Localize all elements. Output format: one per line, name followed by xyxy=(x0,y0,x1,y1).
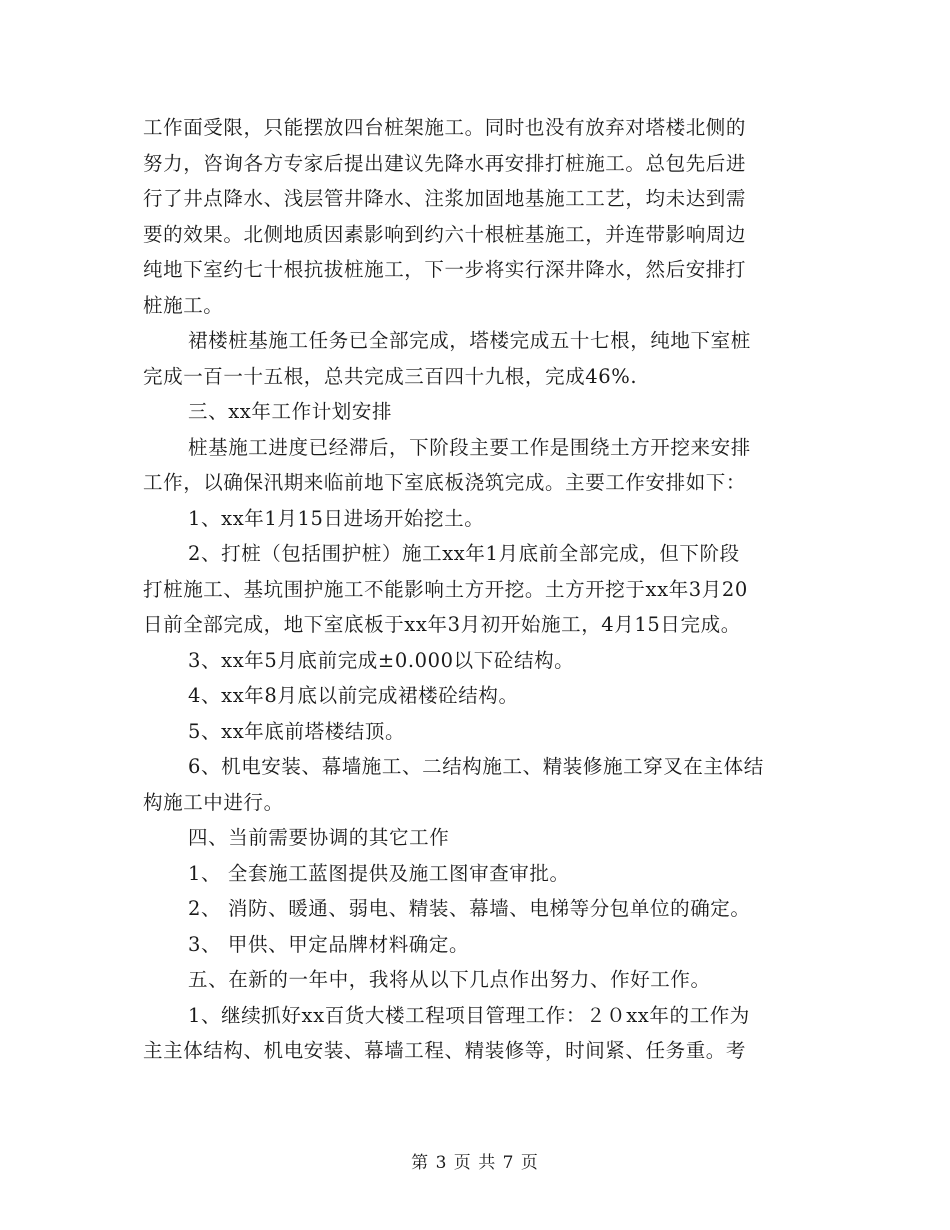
document-body xyxy=(143,110,815,1069)
paragraph-line: 行了井点降水、浅层管井降水、注浆加固地基施工工艺，均未达到需 xyxy=(143,187,747,210)
paragraph-first-line: 2、打桩（包括围护桩）施工xx年1月底前全部完成，但下阶段 xyxy=(188,542,740,565)
paragraph-first-line: 6、机电安装、幕墙施工、二结构施工、精装修施工穿叉在主体结 xyxy=(188,755,764,778)
paragraph-line: 桩施工。 xyxy=(143,293,224,317)
paragraph-first-line: 1、 全套施工蓝图提供及施工图审查审批。 xyxy=(188,861,570,885)
paragraph-first-line: 四、当前需要协调的其它工作 xyxy=(188,826,450,849)
paragraph-line: 工作，以确保汛期来临前地下室底板浇筑完成。主要工作安排如下： xyxy=(143,471,747,494)
paragraph-line: 纯地下室约七十根抗拔桩施工，下一步将实行深井降水，然后安排打 xyxy=(143,258,747,281)
paragraph-first-line: 1、继续抓好xx百货大楼工程项目管理工作：２０xx年的工作为 xyxy=(188,1003,750,1027)
paragraph-first-line: 3、xx年5月底前完成±0.000以下砼结构。 xyxy=(188,648,575,672)
paragraph-first-line: 桩基施工进度已经滞后，下阶段主要工作是围绕土方开挖来安排 xyxy=(188,435,751,459)
paragraph-first-line: 3、 甲供、甲定品牌材料确定。 xyxy=(188,932,470,956)
paragraph-first-line: 五、在新的一年中，我将从以下几点作出努力、作好工作。 xyxy=(188,968,711,991)
paragraph-line: 要的效果。北侧地质因素影响到约六十根桩基施工，并连带影响周边 xyxy=(143,222,747,246)
paragraph-line: 打桩施工、基坑围护施工不能影响土方开挖。土方开挖于xx年3月20 xyxy=(143,577,748,601)
paragraph-line: 日前全部完成，地下室底板于xx年3月初开始施工，4月15日完成。 xyxy=(143,613,741,636)
paragraph-line: 完成一百一十五根，总共完成三百四十九根，完成46%. xyxy=(143,364,638,388)
paragraph-first-line: 1、xx年1月15日进场开始挖土。 xyxy=(188,506,485,530)
paragraph-first-line: 2、 消防、暖通、弱电、精装、幕墙、电梯等分包单位的确定。 xyxy=(188,897,751,920)
paragraph-first-line: 裙楼桩基施工任务已全部完成，塔楼完成五十七根，纯地下室桩 xyxy=(188,329,751,352)
paragraph-first-line: 4、xx年8月底以前完成裙楼砼结构。 xyxy=(188,684,519,707)
paragraph-line: 努力，咨询各方专家后提出建议先降水再安排打桩施工。总包先后进 xyxy=(143,151,747,175)
page-number-footer: 第 3 页 共 7 页 xyxy=(411,1153,539,1173)
paragraph-line: 构施工中进行。 xyxy=(143,790,284,814)
paragraph-line: 主主体结构、机电安装、幕墙工程、精装修等，时间紧、任务重。考 xyxy=(143,1039,747,1062)
paragraph-first-line: 5、xx年底前塔楼结顶。 xyxy=(188,719,406,743)
paragraph-first-line: 三、xx年工作计划安排 xyxy=(188,400,393,423)
paragraph-line: 工作面受限，只能摆放四台桩架施工。同时也没有放弃对塔楼北侧的 xyxy=(143,116,747,139)
